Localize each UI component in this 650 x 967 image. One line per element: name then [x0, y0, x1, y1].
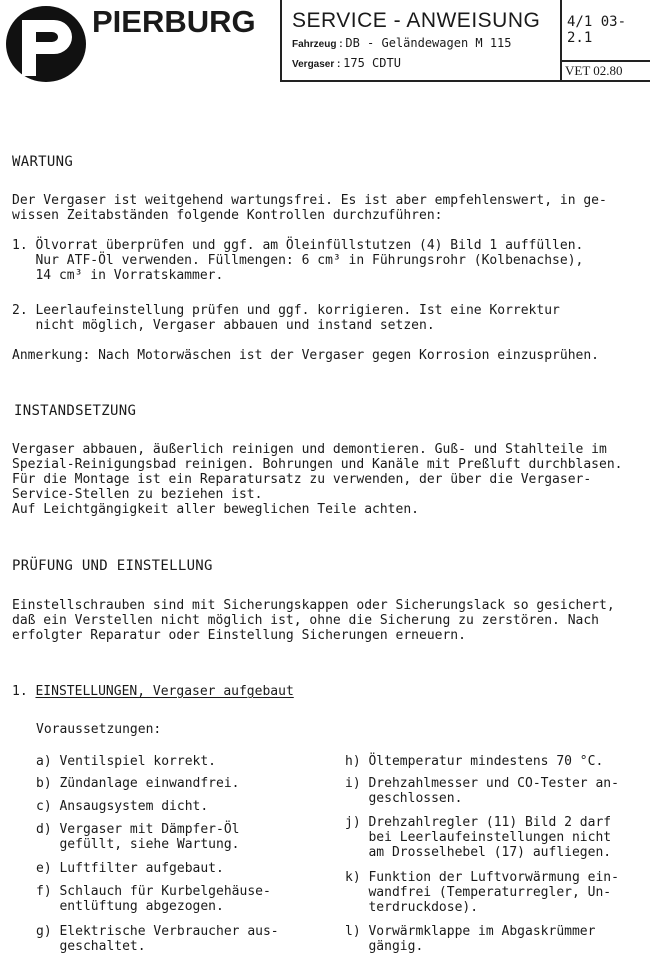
prereq-item-c: c) Ansaugsystem dicht. [36, 799, 209, 814]
prereq-item-i: i) Drehzahlmesser und CO-Tester an- geschlossen. [345, 776, 619, 806]
document-title: SERVICE - ANWEISUNG [292, 9, 541, 32]
prereq-item-d: d) Vergaser mit Dämpfer-Öl gefüllt, siehe Wartung. [36, 822, 240, 852]
wartung-item-2: 2. Leerlaufeinstellung prüfen und ggf. korrigieren. Ist eine Korrektur nicht möglich, Vergaser abbauen und instand setzen. [12, 303, 560, 333]
carburetor-line: Vergaser : 175 CDTU [292, 56, 401, 70]
prereq-item-f: f) Schlauch für Kurbelgehäuse- entlüftung abgezogen. [36, 884, 271, 914]
prerequisites-label: Voraussetzungen: [36, 722, 162, 737]
prereq-item-h: h) Öltemperatur mindestens 70 °C. [345, 754, 604, 769]
prereq-item-l: l) Vorwärmklappe im Abgaskrümmer gängig. [345, 924, 596, 954]
document-version: VET 02.80 [565, 63, 623, 78]
prereq-item-b: b) Zündanlage einwandfrei. [36, 776, 240, 791]
einstellungen-heading-row [12, 684, 294, 699]
einstellungen-heading: EINSTELLUNGEN, Vergaser aufgebaut [35, 684, 294, 699]
prereq-item-e: e) Luftfilter aufgebaut. [36, 861, 224, 876]
header-divider [560, 60, 650, 62]
wartung-item-1: 1. Ölvorrat überprüfen und ggf. am Öleinfüllstutzen (4) Bild 1 auffüllen. Nur ATF-Öl verwenden. Füllmengen: 6 cm³ in Führungsrohr (Kolbenachse), 14 cm³ in Vorratskammer. [12, 238, 584, 283]
section-heading-instandsetzung: INSTANDSETZUNG [14, 403, 137, 419]
vehicle-label: Fahrzeug [292, 39, 337, 50]
brand-name: PIERBURG [92, 4, 256, 39]
prereq-item-a: a) Ventilspiel korrekt. [36, 754, 217, 769]
section-heading-wartung: WARTUNG [12, 154, 74, 170]
vehicle-value: DB - Geländewagen M 115 [345, 36, 512, 50]
prereq-item-k: k) Funktion der Luftvorwärmung ein- wandfrei (Temperaturregler, Un- terdruckdose). [345, 870, 619, 915]
pruefung-text: Einstellschrauben sind mit Sicherungskappen oder Sicherungslack so gesichert, daß ein Verstellen nicht möglich ist, ohne die Sicherung zu zerstören. Nach erfolgter Reparatur oder Einstellung Sicherungen erneuern. [12, 598, 615, 643]
document-number: 4/1 03-2.1 [567, 14, 627, 46]
pierburg-logo-icon [2, 4, 88, 84]
wartung-note: Anmerkung: Nach Motorwäschen ist der Vergaser gegen Korrosion einzusprühen. [12, 348, 599, 363]
section-heading-pruefung: PRÜFUNG UND EINSTELLUNG [12, 558, 213, 574]
header-divider [560, 0, 562, 82]
wartung-intro: Der Vergaser ist weitgehend wartungsfrei. Es ist aber empfehlenswert, in ge- wissen Zeitabständen folgende Kontrollen durchzuführen: [12, 193, 607, 223]
einstellungen-number: 1. [12, 684, 28, 699]
header-divider [280, 80, 650, 82]
prereq-item-g: g) Elektrische Verbraucher aus- geschaltet. [36, 924, 279, 954]
carburetor-label: Vergaser [292, 59, 335, 70]
instandsetzung-text: Vergaser abbauen, äußerlich reinigen und demontieren. Guß- und Stahlteile im Spezial-Reinigungsbad reinigen. Bohrungen und Kanäle mit Preßluft durchblasen. Für die Montage ist ein Reparatursatz zu verwenden, der über die Vergaser- Service-Stellen zu beziehen ist. Auf Leichtgängigkeit aller beweglichen Teile achten. [12, 442, 623, 517]
vehicle-line: Fahrzeug : DB - Geländewagen M 115 [292, 36, 512, 50]
carburetor-value: 175 CDTU [343, 56, 401, 70]
header-divider [280, 0, 282, 81]
prereq-item-j: j) Drehzahlregler (11) Bild 2 darf bei Leerlaufeinstellungen nicht am Drosselhebel (17) aufliegen. [345, 815, 612, 860]
